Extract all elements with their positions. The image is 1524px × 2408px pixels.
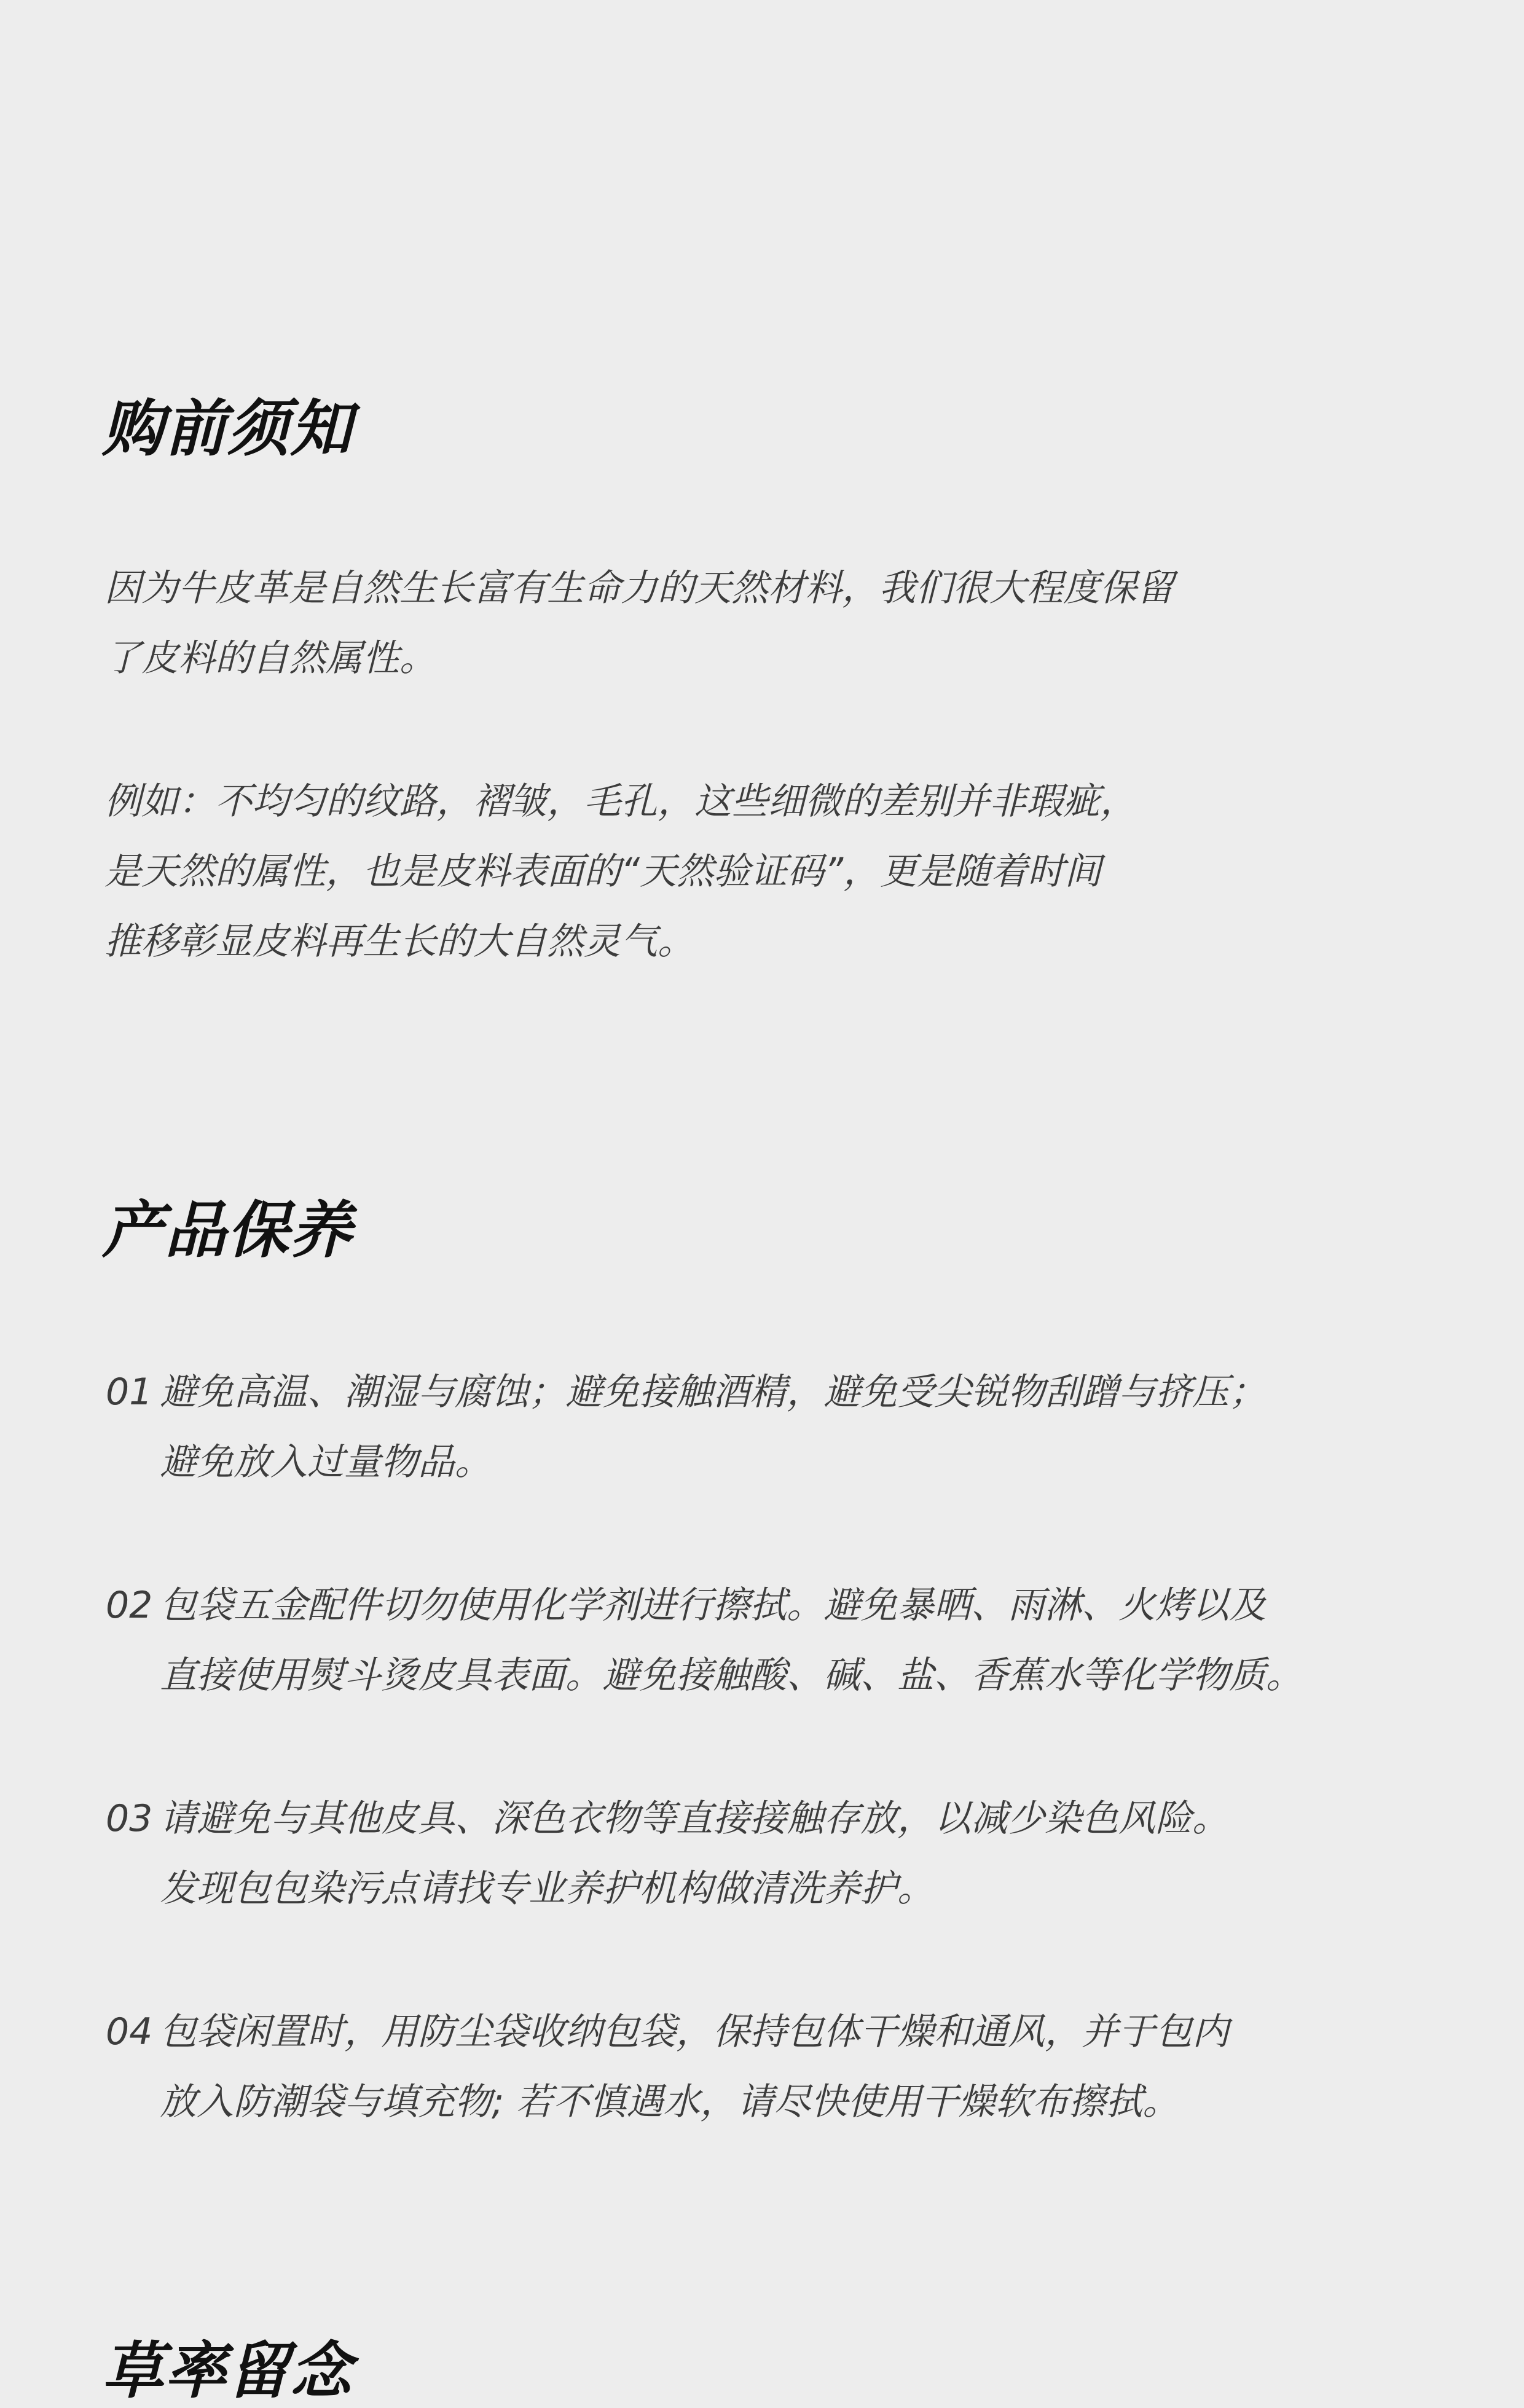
- paragraph-line: 是天然的属性，也是皮料表面的“天然验证码”，更是随着时间: [104, 850, 1102, 893]
- care-item-text: 放入防潮袋与填充物; 若不慎遇水，请尽快使用干燥软布擦拭。: [160, 2080, 1180, 2123]
- care-item-text: 包袋五金配件切勿使用化学剂进行擦拭。避免暴晒、雨淋、火烤以及: [160, 1584, 1266, 1627]
- care-item-03: [106, 1784, 1229, 1924]
- purchase-notice-title: 购前须知: [102, 393, 353, 465]
- care-item-text: 避免放入过量物品。: [160, 1441, 492, 1484]
- care-item-number: 02: [106, 1584, 153, 1627]
- care-item-text: 包袋闲置时，用防尘袋收纳包袋，保持包体干燥和通风，并于包内: [160, 2010, 1229, 2053]
- care-item-number: 01: [106, 1371, 153, 1414]
- paragraph-line: 推移彰显皮料再生长的大自然灵气。: [104, 920, 694, 963]
- next-section-title: 草率留念: [102, 2335, 353, 2407]
- care-item-line: [106, 1357, 1266, 1427]
- care-item-line: [106, 1997, 1229, 2067]
- paragraph-line: 例如：不均匀的纹路，褶皱，毛孔，这些细微的差别并非瑕疵，: [104, 780, 1137, 823]
- purchase-notice-paragraph-1: [104, 553, 1174, 693]
- care-item-text: 请避免与其他皮具、深色衣物等直接接触存放，以减少染色风险。: [160, 1797, 1229, 1840]
- paragraph-line: 了皮料的自然属性。: [104, 637, 436, 680]
- care-item-04: [106, 1997, 1229, 2137]
- care-item-text: 直接使用熨斗烫皮具表面。避免接触酸、碱、盐、香蕉水等化学物质。: [160, 1654, 1303, 1697]
- care-item-01: [106, 1357, 1266, 1497]
- purchase-notice-paragraph-2: [104, 766, 1137, 977]
- care-item-line: [106, 1570, 1303, 1640]
- care-item-line: [106, 1784, 1229, 1854]
- care-item-number: 03: [106, 1797, 153, 1840]
- care-item-text: 避免高温、潮湿与腐蚀；避免接触酒精，避免受尖锐物刮蹭与挤压；: [160, 1371, 1266, 1414]
- care-item-text: 发现包包染污点请找专业养护机构做清洗养护。: [160, 1867, 934, 1910]
- paragraph-line: 因为牛皮革是自然生长富有生命力的天然材料，我们很大程度保留: [104, 567, 1174, 610]
- product-care-title: 产品保养: [102, 1194, 353, 1266]
- care-item-number: 04: [106, 2010, 153, 2053]
- care-item-02: [106, 1570, 1303, 1710]
